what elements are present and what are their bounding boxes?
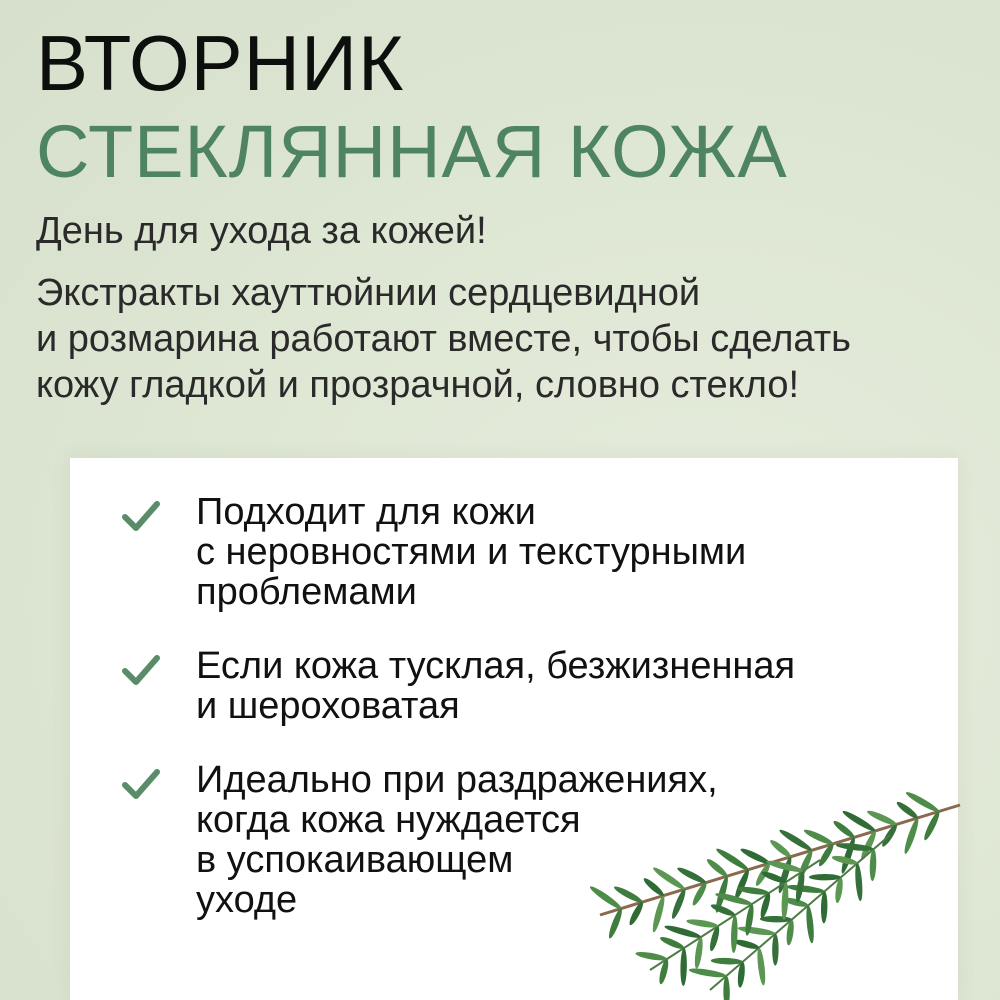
benefit-text: Подходит для кожи с неровностями и текстурными проблемами	[196, 491, 747, 613]
benefit-item	[120, 492, 880, 612]
header	[36, 20, 976, 408]
rosemary-sprig	[590, 765, 970, 1000]
tagline: День для ухода за кожей!	[36, 210, 487, 252]
description: Экстракты хауттюйнии сердцевидной и розмарина работают вместе, чтобы сделать кожу гладкой и прозрачной, словно стекло!	[36, 272, 851, 406]
benefit-text: Если кожа тусклая, безжизненная и шероховатая	[196, 645, 796, 727]
benefit-text: Идеально при раздражениях, когда кожа нуждается в успокаивающем уходе	[196, 759, 718, 921]
check-icon	[120, 766, 162, 802]
theme-title: СТЕКЛЯННАЯ КОЖА	[36, 110, 788, 193]
benefit-item	[120, 646, 880, 726]
check-icon	[120, 652, 162, 688]
day-title: ВТОРНИК	[36, 19, 405, 107]
check-icon	[120, 498, 162, 534]
